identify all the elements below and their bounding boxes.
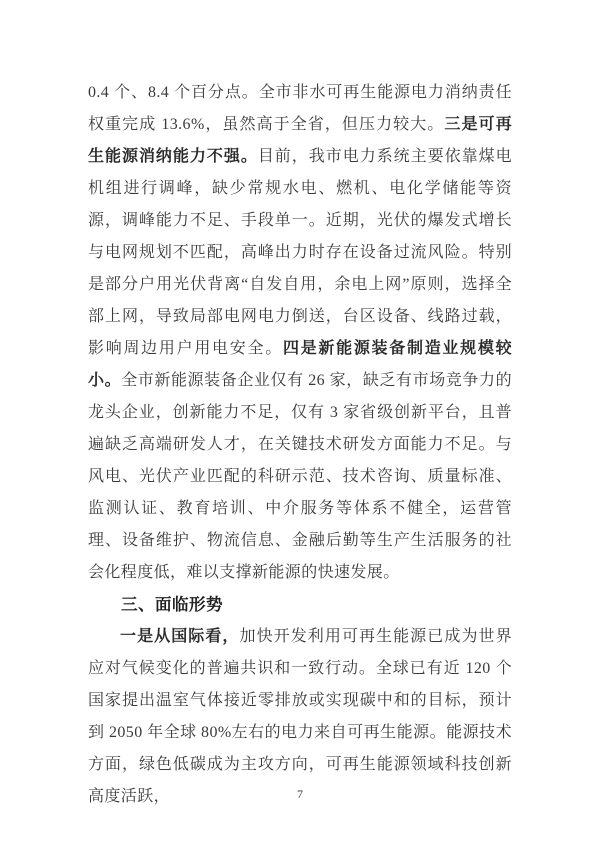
paragraph-international	[88, 621, 512, 813]
bold-point-one: 一是从国际看，	[120, 628, 240, 645]
paragraph-text: 加快开发利用可再生能源已成为世界应对气候变化的普遍共识和一致行动。全球已有近 120 个国家提出温室气体接近零排放或实现碳中和的目标，预计到 2050 年全球 80%左右的电力来自可再生能源。能源技术方面，绿色低碳成为主攻方向，可再生能源领域科技创新高度活跃，	[88, 628, 512, 805]
page-number: 7	[297, 787, 303, 801]
paragraph-text: 目前，我市电力系统主要依靠煤电机组进行调峰，缺少常规水电、燃机、电化学储能等资源，调峰能力不足、手段单一。近期，光伏的爆发式增长与电网规划不匹配，高峰出力时存在设备过流风险。特别是部分户用光伏背离“自发自用，余电上网”原则，选择全部上网，导致局部电网电力倒送，台区设备、线路过载，影响周边用户用电安全。	[88, 148, 512, 357]
paragraph-challenges	[88, 77, 512, 589]
bold-point-three: 三是可再生能源消纳能力不强。	[88, 116, 512, 165]
section-heading: 三、面临形势	[121, 596, 223, 614]
paragraph-text: 全市新能源装备企业仅有 26 家，缺乏有市场竞争力的龙头企业，创新能力不足，仅有 3 家省级创新平台，且普遍缺乏高端研发人才，在关键技术研发方面能力不足。与风电、光伏产业匹配的科研示范、技术咨询、质量标准、监测认证、教育培训、中介服务等体系不健全，运营管理、设备维护、物流信息、金融后勤等生产生活服务的社会化程度低，难以支撑新能源的快速发展。	[88, 372, 512, 581]
bold-point-four: 四是新能源装备制造业规模较小。	[88, 340, 512, 389]
paragraph-text: 0.4 个、8.4 个百分点。全市非水可再生能源电力消纳责任权重完成 13.6%，虽然高于全省，但压力较大。	[88, 84, 512, 133]
